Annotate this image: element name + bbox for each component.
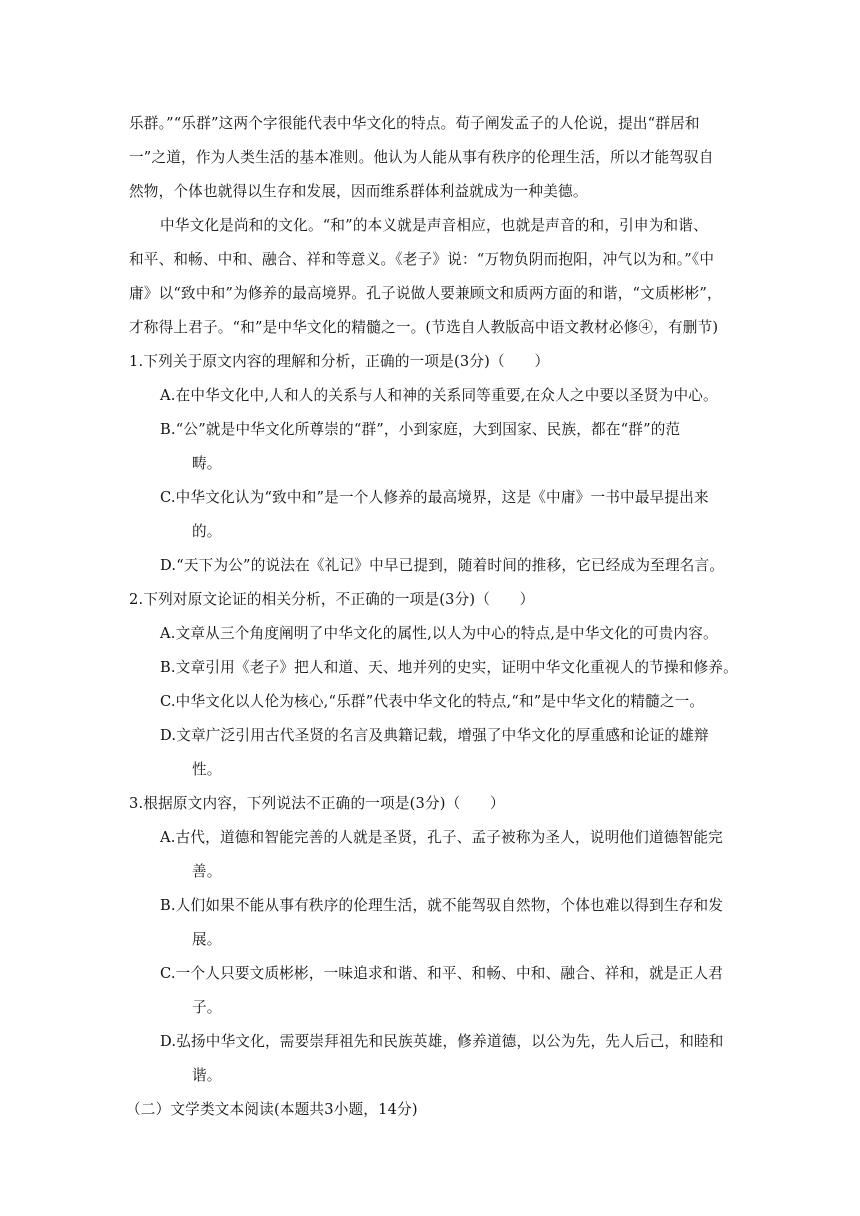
q2-option-c: C.中华文化以人伦为核心,“乐群”代表中华文化的特点,“和”是中华文化的精髓之一。 xyxy=(160,693,705,710)
q3-option-b-cont: 展。 xyxy=(192,931,222,948)
passage-p1-line-1: 乐群。”“乐群”这两个字很能代表中华文化的特点。荀子阐发孟子的人伦说，提出“群居和 xyxy=(129,115,700,132)
q3-option-a-cont: 善。 xyxy=(192,863,222,880)
passage-p2-line-1: 中华文化是尚和的文化。“和”的本义就是声音相应，也就是声音的和，引申为和谐、 xyxy=(160,217,708,234)
q1-option-c-cont: 的。 xyxy=(192,523,222,540)
q3-option-c-cont: 子。 xyxy=(192,999,222,1016)
question-3-stem: 3.根据原文内容，下列说法不正确的一项是(3分)（ ） xyxy=(129,795,505,812)
passage-p2-line-2: 和平、和畅、中和、融合、祥和等意义。《老子》说：“万物负阴而抱阳，冲气以为和。”《中 xyxy=(129,251,715,268)
passage-p2-line-4: 才称得上君子。“和”是中华文化的精髓之一。(节选自人教版高中语文教材必修④，有删节) xyxy=(129,319,719,336)
q3-option-d-cont: 谐。 xyxy=(192,1067,222,1084)
q3-option-d: D.弘扬中华文化，需要崇拜祖先和民族英雄，修养道德，以公为先，先人后己，和睦和 xyxy=(160,1033,724,1050)
passage-p1-line-3: 然物，个体也就得以生存和发展，因而维系群体利益就成为一种美德。 xyxy=(129,183,588,200)
q3-option-a: A.古代，道德和智能完善的人就是圣贤，孔子、孟子被称为圣人，说明他们道德智能完 xyxy=(160,829,723,846)
passage-p2-line-3: 庸》以“致中和”为修养的最高境界。孔子说做人要兼顾文和质两方面的和谐，“文质彬彬”， xyxy=(129,285,722,302)
q1-option-b: B.“公”就是中华文化所尊崇的“群”，小到家庭，大到国家、民族，都在“群”的范 xyxy=(160,421,681,438)
question-2-stem: 2.下列对原文论证的相关分析，不正确的一项是(3分)（ ） xyxy=(129,591,535,608)
q1-option-c: C.中华文化认为“致中和”是一个人修养的最高境界，这是《中庸》一书中最早提出来 xyxy=(160,489,709,506)
q1-option-d: D.“天下为公”的说法在《礼记》中早已提到，随着时间的推移，它已经成为至理名言。 xyxy=(160,557,725,574)
q2-option-d-cont: 性。 xyxy=(192,761,222,778)
q3-option-c: C.一个人只要文质彬彬，一味追求和谐、和平、和畅、中和、融合、祥和，就是正人君 xyxy=(160,965,724,982)
passage-p1-line-2: 一”之道，作为人类生活的基本准则。他认为人能从事有秩序的伦理生活，所以才能驾驭自 xyxy=(129,149,714,166)
question-1-stem: 1.下列关于原文内容的理解和分析，正确的一项是(3分)（ ） xyxy=(129,353,550,370)
section-heading: （二）文学类文本阅读(本题共3小题，14分) xyxy=(126,1101,418,1118)
q2-option-d: D.文章广泛引用古代圣贤的名言及典籍记载，增强了中华文化的厚重感和论证的雄辩 xyxy=(160,727,709,744)
q2-option-b: B.文章引用《老子》把人和道、天、地并列的史实，证明中华文化重视人的节操和修养。 xyxy=(160,659,738,676)
q1-option-b-cont: 畴。 xyxy=(192,455,222,472)
q1-option-a: A.在中华文化中,人和人的关系与人和神的关系同等重要,在众人之中要以圣贤为中心。 xyxy=(160,387,718,404)
q3-option-b: B.人们如果不能从事有秩序的伦理生活，就不能驾驭自然物，个体也难以得到生存和发 xyxy=(160,897,724,914)
q2-option-a: A.文章从三个角度阐明了中华文化的属性,以人为中心的特点,是中华文化的可贵内容。 xyxy=(160,625,718,642)
